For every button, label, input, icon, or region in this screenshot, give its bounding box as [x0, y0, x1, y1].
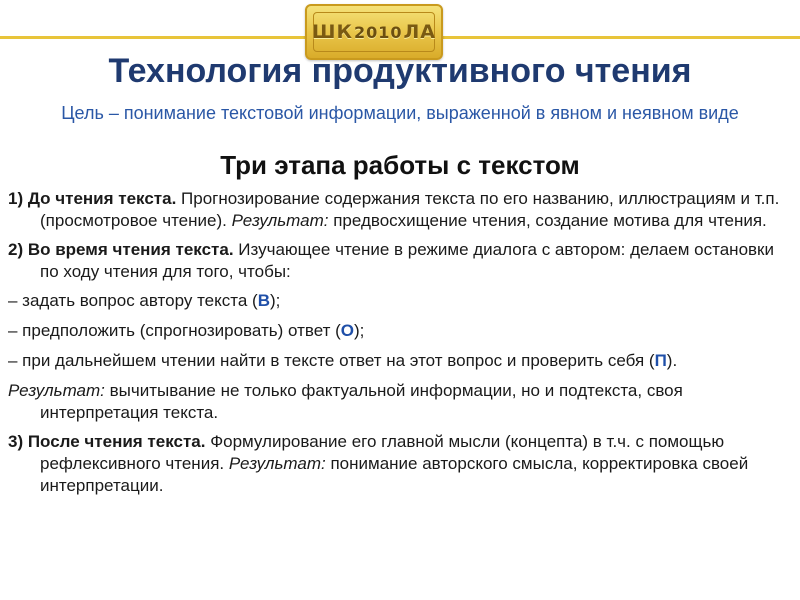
bullet-3-letter: П: [654, 351, 667, 370]
content-body: [8, 188, 788, 504]
stage-3-result-label: Результат:: [228, 454, 326, 473]
bullet-1-before: – задать вопрос автору текста (: [8, 291, 258, 310]
stage-2-result-label: Результат:: [8, 381, 105, 400]
stage-3-result-text: понимание авторского смысла, корректировка своей интерпретации.: [40, 454, 749, 495]
bullet-2-before: – предположить (спрогнозировать) ответ (: [8, 321, 341, 340]
stage-3-paragraph: [8, 431, 788, 497]
stage-1-paragraph: [8, 188, 788, 232]
stage-1-result-label: Результат:: [231, 211, 329, 230]
bullet-1-after: );: [269, 291, 281, 310]
stage-2-bullet-3: [8, 350, 788, 372]
logo-digits: 2010: [354, 23, 403, 42]
logo-frame: [313, 12, 435, 52]
logo-text-right: ЛА: [403, 21, 437, 43]
stage-3-lead: 3) После чтения текста.: [8, 432, 206, 451]
page-title: Технология продуктивного чтения: [108, 52, 692, 90]
stage-3-text: Формулирование его главной мысли (концепта) в т.ч. с помощью рефлексивного чтения.: [40, 432, 725, 473]
logo-text-left: ШК: [311, 21, 353, 43]
stage-2-bullet-1: [8, 290, 788, 312]
bullet-2-after: );: [354, 321, 365, 340]
stage-1-lead: 1) До чтения текста.: [8, 189, 177, 208]
bullet-3-before: – при дальнейшем чтении найти в тексте ответ на этот вопрос и проверить себя (: [8, 351, 655, 370]
stage-2-text: Изучающее чтение в режиме диалога с автором: делаем остановки по ходу чтения для того, чтобы:: [40, 240, 774, 281]
section-heading: Три этапа работы с текстом: [220, 150, 580, 180]
stage-1-result-text: предвосхищение чтения, создание мотива для чтения.: [328, 211, 767, 230]
bullet-2-letter: О: [340, 321, 355, 340]
bullet-1-letter: В: [257, 291, 270, 310]
stage-2-result-text: вычитывание не только фактуальной информации, но и подтекста, своя интерпретация текста.: [40, 381, 683, 422]
stage-2-result-paragraph: [8, 380, 788, 424]
stage-2-paragraph: [8, 239, 788, 283]
logo-text: [312, 21, 436, 43]
page-subtitle: Цель – понимание текстовой информации, выраженной в явном и неявном виде: [61, 103, 739, 123]
stage-1-text: Прогнозирование содержания текста по его названию, иллюстрациям и т.п. (просмотровое чтение).: [40, 189, 780, 230]
bullet-3-after: ).: [666, 351, 678, 370]
stage-2-lead: 2) Во время чтения текста.: [8, 240, 234, 259]
stage-2-bullet-2: [8, 320, 788, 342]
